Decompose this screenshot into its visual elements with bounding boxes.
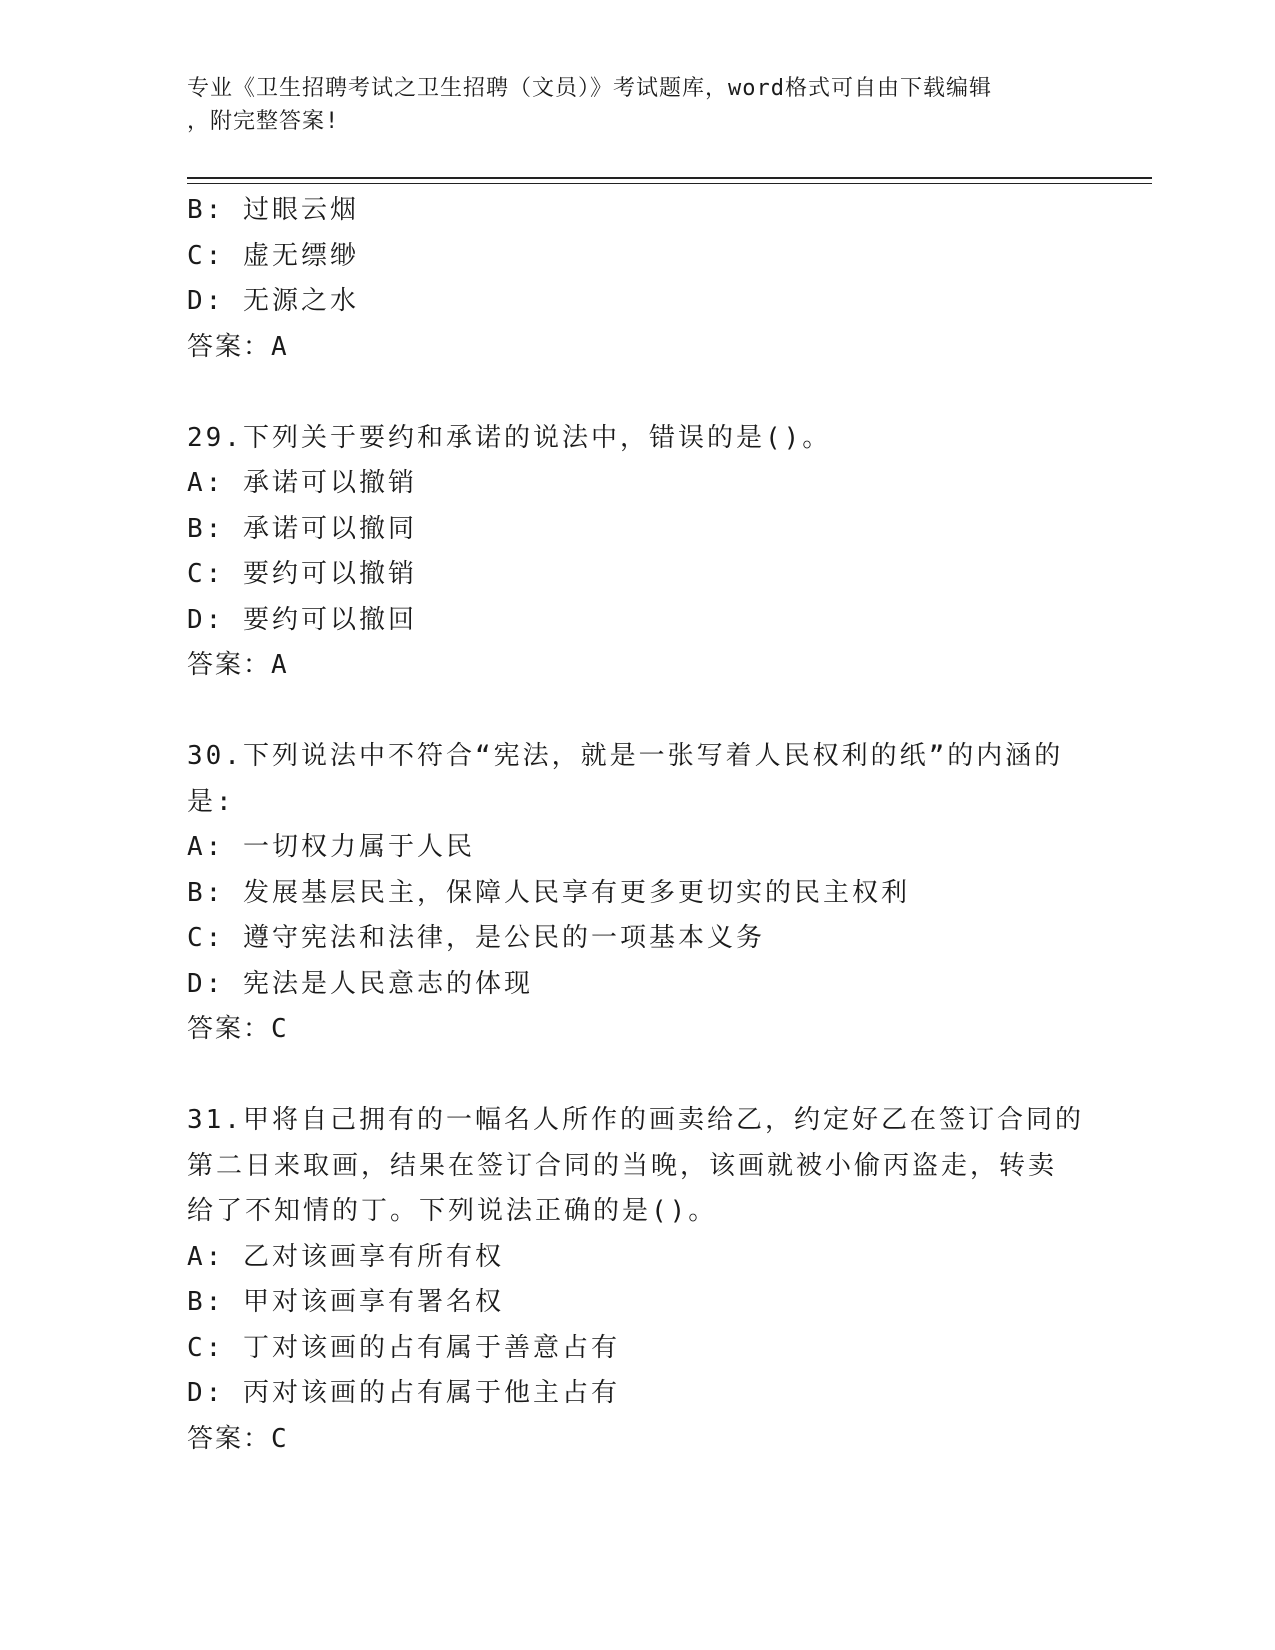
question-stem-line-2: 第二日来取画，结果在签订合同的当晚，该画就被小偷丙盗走，转卖	[187, 1150, 1058, 1181]
answer-value: A	[271, 650, 289, 680]
answer-label: 答案：	[187, 650, 272, 680]
header-divider-thick	[187, 177, 1152, 179]
answer-label: 答案：	[187, 1014, 272, 1044]
header-line-1: 专业《卫生招聘考试之卫生招聘（文员）》考试题库，word格式可自由下载编辑	[187, 76, 992, 101]
option-a: A: 一切权力属于人民	[187, 832, 475, 862]
option-c: C: 虚无缥缈	[187, 240, 359, 271]
page-header	[187, 72, 1067, 138]
question-31	[187, 1098, 1087, 1462]
answer-line	[187, 325, 1087, 371]
spacer	[187, 370, 1087, 416]
option-d: D: 宪法是人民意志的体现	[187, 968, 533, 999]
answer-value: C	[271, 1014, 289, 1044]
answer-value: A	[271, 331, 289, 362]
option-a: A: 乙对该画享有所有权	[187, 1241, 504, 1272]
header-divider-thin	[187, 183, 1152, 184]
option-c: C: 丁对该画的占有属于善意占有	[187, 1332, 620, 1363]
question-stem-line-3: 给了不知情的丁。下列说法正确的是()。	[187, 1196, 718, 1226]
answer-line	[187, 1007, 1087, 1053]
option-b: B: 发展基层民主，保障人民享有更多更切实的民主权利	[187, 877, 910, 908]
question-29	[187, 416, 1087, 689]
option-a: A: 承诺可以撤销	[187, 468, 417, 498]
question-list	[187, 188, 1087, 1462]
header-line-2: ，附完整答案!	[187, 109, 340, 134]
question-stem-line-2: 是:	[187, 786, 235, 817]
question-28-tail	[187, 188, 1087, 370]
option-c: C: 遵守宪法和法律，是公民的一项基本义务	[187, 923, 765, 953]
question-30	[187, 734, 1087, 1053]
option-d: D: 要约可以撤回	[187, 604, 417, 635]
spacer	[187, 1053, 1087, 1099]
option-d: D: 丙对该画的占有属于他主占有	[187, 1378, 620, 1408]
spacer	[187, 689, 1087, 735]
option-b: B: 过眼云烟	[187, 195, 359, 225]
answer-value: C	[271, 1423, 289, 1454]
option-b: B: 甲对该画享有署名权	[187, 1287, 504, 1317]
question-stem: 29.下列关于要约和承诺的说法中，错误的是()。	[187, 422, 832, 453]
question-stem-line-1: 30.下列说法中不符合“宪法，就是一张写着人民权利的纸”的内涵的	[187, 741, 1064, 771]
option-c: C: 要约可以撤销	[187, 559, 417, 589]
question-stem-line-1: 31.甲将自己拥有的一幅名人所作的画卖给乙，约定好乙在签订合同的	[187, 1105, 1084, 1135]
answer-line	[187, 1417, 1087, 1463]
option-d: D: 无源之水	[187, 286, 359, 316]
answer-line	[187, 643, 1087, 689]
answer-label: 答案：	[187, 331, 272, 362]
option-b: B: 承诺可以撤同	[187, 513, 417, 544]
answer-label: 答案：	[187, 1423, 272, 1454]
